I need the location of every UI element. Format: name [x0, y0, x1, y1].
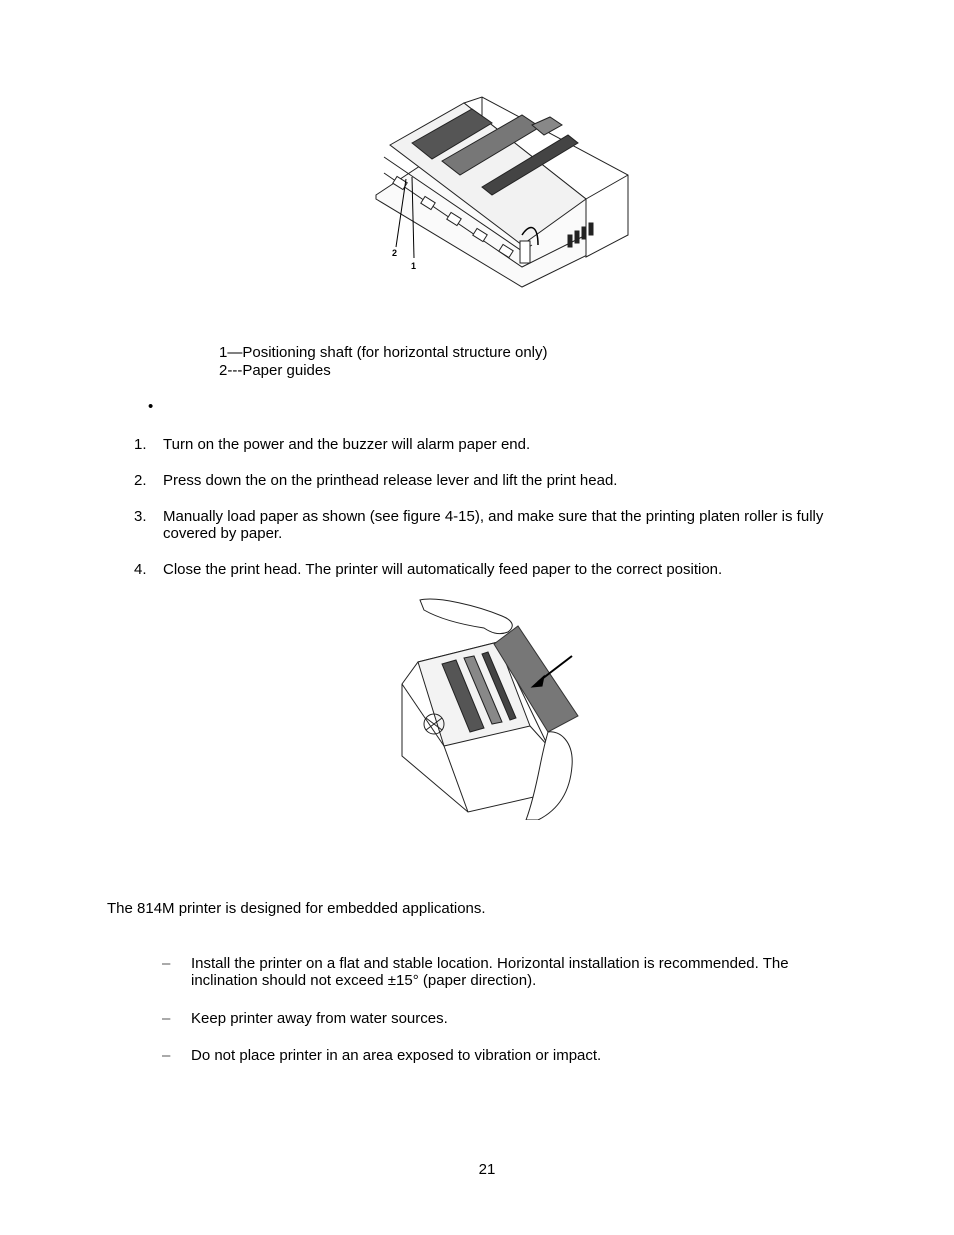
bullet-marker: • [148, 398, 154, 415]
page-number: 21 [478, 1161, 496, 1178]
step-text: Turn on the power and the buzzer will alarm paper end. [163, 436, 531, 453]
step-text: Manually load paper as shown (see figure 4-15), and make sure that the printing platen roller is fully covered by paper. [163, 508, 824, 542]
step-item [134, 561, 864, 579]
dash-marker: – [162, 1047, 171, 1064]
list-item-text: Install the printer on a flat and stable location. Horizontal installation is recommended. The inclination should not exceed ±15° (paper direction). [191, 955, 789, 989]
step-item [134, 508, 864, 544]
step-number: 2. [134, 472, 147, 489]
step-item [134, 472, 864, 490]
step-number: 4. [134, 561, 147, 578]
step-number: 3. [134, 508, 147, 525]
step-text: Close the print head. The printer will automatically feed paper to the correct position. [163, 561, 723, 578]
list-item [162, 1047, 842, 1065]
dash-marker: – [162, 955, 171, 972]
list-item [162, 955, 842, 991]
list-item-text: Keep printer away from water sources. [191, 1010, 448, 1027]
list-item-text: Do not place printer in an area exposed to vibration or impact. [191, 1047, 602, 1064]
list-item [162, 1010, 842, 1028]
callout-label-2: 2 [392, 248, 398, 258]
step-text: Press down the on the printhead release lever and lift the print head. [163, 472, 618, 489]
figure-caption-2: 2---Paper guides [219, 362, 331, 379]
callout-label-1: 1 [411, 261, 417, 271]
intro-paragraph: The 814M printer is designed for embedded applications. [107, 900, 486, 917]
step-item [134, 436, 864, 454]
figure-caption-1: 1—Positioning shaft (for horizontal structure only) [219, 344, 548, 361]
paper-loading-figure [398, 596, 580, 820]
dash-marker: – [162, 1010, 171, 1027]
step-number: 1. [134, 436, 147, 453]
